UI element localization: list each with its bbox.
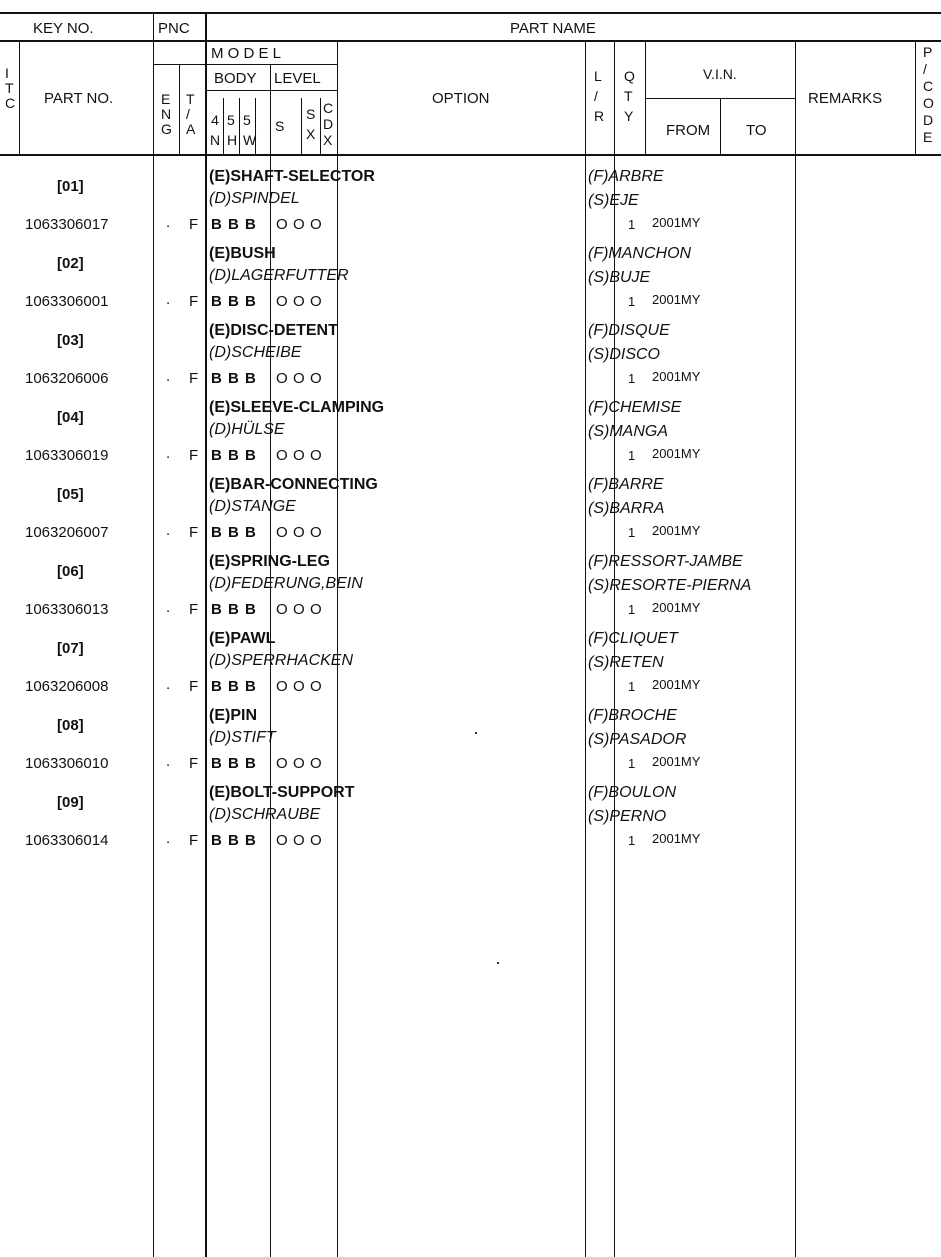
level-sx-value: O xyxy=(293,524,305,541)
part-name-spanish: (S)PASADOR xyxy=(588,731,687,748)
body-4n-value: B xyxy=(211,370,222,387)
col-sep-qty xyxy=(614,40,615,1257)
part-name-english: (E)PAWL xyxy=(209,630,276,647)
body-5h-value: B xyxy=(228,293,239,310)
ta-header: T / A xyxy=(186,91,196,137)
part-name-english: (E)SLEEVE-CLAMPING xyxy=(209,399,385,416)
body-5w-value: B xyxy=(245,216,256,233)
eng-header: E N G xyxy=(161,91,172,137)
part-name-french: (F)DISQUE xyxy=(588,322,670,339)
level-header: LEVEL xyxy=(274,70,321,87)
vin-from-value: 2001MY xyxy=(652,369,701,384)
part-name-spanish: (S)BARRA xyxy=(588,500,665,517)
part-name-spanish: (S)DISCO xyxy=(588,346,660,363)
vin-from-value: 2001MY xyxy=(652,446,701,461)
level-s-value: O xyxy=(276,216,288,233)
part-name-german: (D)STANGE xyxy=(209,498,296,515)
col-sep-lr xyxy=(585,40,586,1257)
part-name-german: (D)SPINDEL xyxy=(209,190,300,207)
part-number: 1063306019 xyxy=(25,447,109,464)
level-sx-header: S X xyxy=(306,106,316,142)
level-cdx-value: O xyxy=(310,216,322,233)
quantity-value: 1 xyxy=(628,294,636,309)
eng-mark: . xyxy=(166,522,171,539)
part-name-french: (F)BARRE xyxy=(588,476,664,493)
quantity-value: 1 xyxy=(628,602,636,617)
body-4n-value: B xyxy=(211,678,222,695)
header-bottom-rule xyxy=(0,154,941,156)
eng-mark: . xyxy=(166,676,171,693)
level-cdx-value: O xyxy=(310,293,322,310)
level-sx-value: O xyxy=(293,832,305,849)
level-cdx-header: C D X xyxy=(323,100,334,148)
model-rule xyxy=(153,64,337,65)
col-sep-pnc xyxy=(153,12,154,1257)
level-sx-value: O xyxy=(293,447,305,464)
level-sx-value: O xyxy=(293,601,305,618)
part-name-german: (D)LAGERFUTTER xyxy=(209,267,349,284)
part-name-header: PART NAME xyxy=(510,20,596,37)
quantity-value: 1 xyxy=(628,756,636,771)
qty-header: Q T Y xyxy=(624,68,635,124)
eng-mark: . xyxy=(166,214,171,231)
level-cdx-value: O xyxy=(310,678,322,695)
vin-from-value: 2001MY xyxy=(652,523,701,538)
part-name-french: (F)BROCHE xyxy=(588,707,677,724)
body-5h-header: 5 H xyxy=(227,112,238,148)
part-name-english: (E)SHAFT-SELECTOR xyxy=(209,168,375,185)
key-number: [06] xyxy=(57,563,84,580)
part-number: 1063306010 xyxy=(25,755,109,772)
level-sx-value: O xyxy=(293,755,305,772)
vin-from-value: 2001MY xyxy=(652,831,701,846)
vin-from-value: 2001MY xyxy=(652,215,701,230)
part-number: 1063306001 xyxy=(25,293,109,310)
ta-value: F xyxy=(189,678,199,695)
vin-header: V.I.N. xyxy=(703,66,737,82)
part-number: 1063206008 xyxy=(25,678,109,695)
vin-from-header: FROM xyxy=(666,122,711,139)
part-name-french: (F)CLIQUET xyxy=(588,630,678,647)
part-name-french: (F)CHEMISE xyxy=(588,399,682,416)
col-sep-option xyxy=(337,40,338,1257)
quantity-value: 1 xyxy=(628,833,636,848)
scan-speck xyxy=(497,962,499,964)
eng-mark: . xyxy=(166,291,171,308)
col-sep-partname xyxy=(205,12,207,1257)
ta-value: F xyxy=(189,216,199,233)
body-5h-value: B xyxy=(228,832,239,849)
body-5w-value: B xyxy=(245,678,256,695)
part-name-english: (E)BUSH xyxy=(209,245,276,262)
level-cdx-value: O xyxy=(310,832,322,849)
body-5w-value: B xyxy=(245,524,256,541)
eng-mark: . xyxy=(166,445,171,462)
sep-s-sx xyxy=(301,98,302,156)
body-5h-value: B xyxy=(228,447,239,464)
lr-header: L / R xyxy=(594,68,605,124)
part-name-french: (F)RESSORT-JAMBE xyxy=(588,553,743,570)
vin-from-value: 2001MY xyxy=(652,677,701,692)
body-5w-value: B xyxy=(245,755,256,772)
part-name-german: (D)FEDERUNG,BEIN xyxy=(209,575,363,592)
body-5w-value: B xyxy=(245,370,256,387)
body-4n-value: B xyxy=(211,601,222,618)
body-5h-value: B xyxy=(228,524,239,541)
body-4n-value: B xyxy=(211,447,222,464)
ta-value: F xyxy=(189,447,199,464)
vin-to-header: TO xyxy=(746,122,767,139)
body-level-rule xyxy=(205,90,337,91)
level-s-value: O xyxy=(276,370,288,387)
part-number: 1063306014 xyxy=(25,832,109,849)
model-header: M O D E L xyxy=(211,45,282,62)
ta-value: F xyxy=(189,601,199,618)
part-name-spanish: (S)EJE xyxy=(588,192,639,209)
part-name-german: (D)SPERRHACKEN xyxy=(209,652,354,669)
level-s-header: S xyxy=(275,118,285,134)
key-no-header: KEY NO. xyxy=(33,20,94,37)
part-number: 1063206006 xyxy=(25,370,109,387)
body-4n-value: B xyxy=(211,832,222,849)
part-name-english: (E)BOLT-SUPPORT xyxy=(209,784,355,801)
sep-sx-cdx xyxy=(320,98,321,156)
ta-value: F xyxy=(189,524,199,541)
option-header: OPTION xyxy=(432,90,490,107)
level-sx-value: O xyxy=(293,293,305,310)
quantity-value: 1 xyxy=(628,217,636,232)
part-name-german: (D)HÜLSE xyxy=(209,421,285,438)
vin-from-value: 2001MY xyxy=(652,754,701,769)
body-5w-value: B xyxy=(245,832,256,849)
part-name-english: (E)DISC-DETENT xyxy=(209,322,338,339)
col-sep-pcode xyxy=(915,40,916,156)
part-number: 1063206007 xyxy=(25,524,109,541)
body-5h-value: B xyxy=(228,601,239,618)
remarks-header: REMARKS xyxy=(808,90,883,107)
level-s-value: O xyxy=(276,755,288,772)
level-sx-value: O xyxy=(293,216,305,233)
ta-value: F xyxy=(189,370,199,387)
part-name-english: (E)PIN xyxy=(209,707,257,724)
quantity-value: 1 xyxy=(628,679,636,694)
part-name-spanish: (S)MANGA xyxy=(588,423,668,440)
part-name-french: (F)MANCHON xyxy=(588,245,692,262)
part-number: 1063306013 xyxy=(25,601,109,618)
part-name-spanish: (S)RETEN xyxy=(588,654,664,671)
part-name-german: (D)SCHEIBE xyxy=(209,344,302,361)
key-number: [03] xyxy=(57,332,84,349)
level-s-value: O xyxy=(276,601,288,618)
ta-value: F xyxy=(189,293,199,310)
sep-5h-5w xyxy=(239,98,240,156)
body-4n-header: 4 N xyxy=(210,112,221,148)
quantity-value: 1 xyxy=(628,371,636,386)
level-s-value: O xyxy=(276,678,288,695)
body-5w-value: B xyxy=(245,601,256,618)
eng-mark: . xyxy=(166,830,171,847)
ta-value: F xyxy=(189,832,199,849)
body-5w-value: B xyxy=(245,293,256,310)
part-name-spanish: (S)RESORTE-PIERNA xyxy=(588,577,752,594)
level-cdx-value: O xyxy=(310,755,322,772)
body-4n-value: B xyxy=(211,755,222,772)
key-number: [01] xyxy=(57,178,84,195)
eng-mark: . xyxy=(166,599,171,616)
scan-speck xyxy=(475,732,477,734)
body-4n-value: B xyxy=(211,216,222,233)
level-sx-value: O xyxy=(293,370,305,387)
key-number: [08] xyxy=(57,717,84,734)
body-5w-value: B xyxy=(245,447,256,464)
body-5h-value: B xyxy=(228,370,239,387)
body-5w-header: 5 W xyxy=(243,112,257,148)
body-4n-value: B xyxy=(211,293,222,310)
col-sep-itc xyxy=(19,40,20,156)
part-name-german: (D)STIFT xyxy=(209,729,276,746)
eng-mark: . xyxy=(166,753,171,770)
part-name-english: (E)BAR-CONNECTING xyxy=(209,476,378,493)
vin-from-value: 2001MY xyxy=(652,600,701,615)
eng-mark: . xyxy=(166,368,171,385)
itc-header: I T C xyxy=(5,65,16,111)
part-no-header: PART NO. xyxy=(44,90,114,107)
key-number: [04] xyxy=(57,409,84,426)
body-4n-value: B xyxy=(211,524,222,541)
ta-value: F xyxy=(189,755,199,772)
level-cdx-value: O xyxy=(310,601,322,618)
part-number: 1063306017 xyxy=(25,216,109,233)
part-name-spanish: (S)PERNO xyxy=(588,808,667,825)
header-rule xyxy=(0,40,941,42)
part-name-german: (D)SCHRAUBE xyxy=(209,806,321,823)
key-number: [07] xyxy=(57,640,84,657)
sep-from-to xyxy=(720,98,721,156)
body-header: BODY xyxy=(214,70,257,87)
level-cdx-value: O xyxy=(310,524,322,541)
level-s-value: O xyxy=(276,447,288,464)
part-name-french: (F)ARBRE xyxy=(588,168,664,185)
key-number: [02] xyxy=(57,255,84,272)
level-sx-value: O xyxy=(293,678,305,695)
body-5h-value: B xyxy=(228,216,239,233)
quantity-value: 1 xyxy=(628,448,636,463)
level-cdx-value: O xyxy=(310,447,322,464)
sep-eng-ta xyxy=(179,64,180,156)
part-name-english: (E)SPRING-LEG xyxy=(209,553,330,570)
level-s-value: O xyxy=(276,524,288,541)
pcode-header: P / C O D E xyxy=(923,44,934,145)
key-number: [09] xyxy=(57,794,84,811)
col-sep-remarks xyxy=(795,40,796,1257)
top-rule xyxy=(0,12,941,14)
pnc-header: PNC xyxy=(158,20,190,37)
quantity-value: 1 xyxy=(628,525,636,540)
body-5h-value: B xyxy=(228,678,239,695)
body-5h-value: B xyxy=(228,755,239,772)
level-s-value: O xyxy=(276,832,288,849)
vin-from-value: 2001MY xyxy=(652,292,701,307)
sep-4n-5h xyxy=(223,98,224,156)
key-number: [05] xyxy=(57,486,84,503)
level-s-value: O xyxy=(276,293,288,310)
level-cdx-value: O xyxy=(310,370,322,387)
part-name-french: (F)BOULON xyxy=(588,784,676,801)
part-name-spanish: (S)BUJE xyxy=(588,269,651,286)
